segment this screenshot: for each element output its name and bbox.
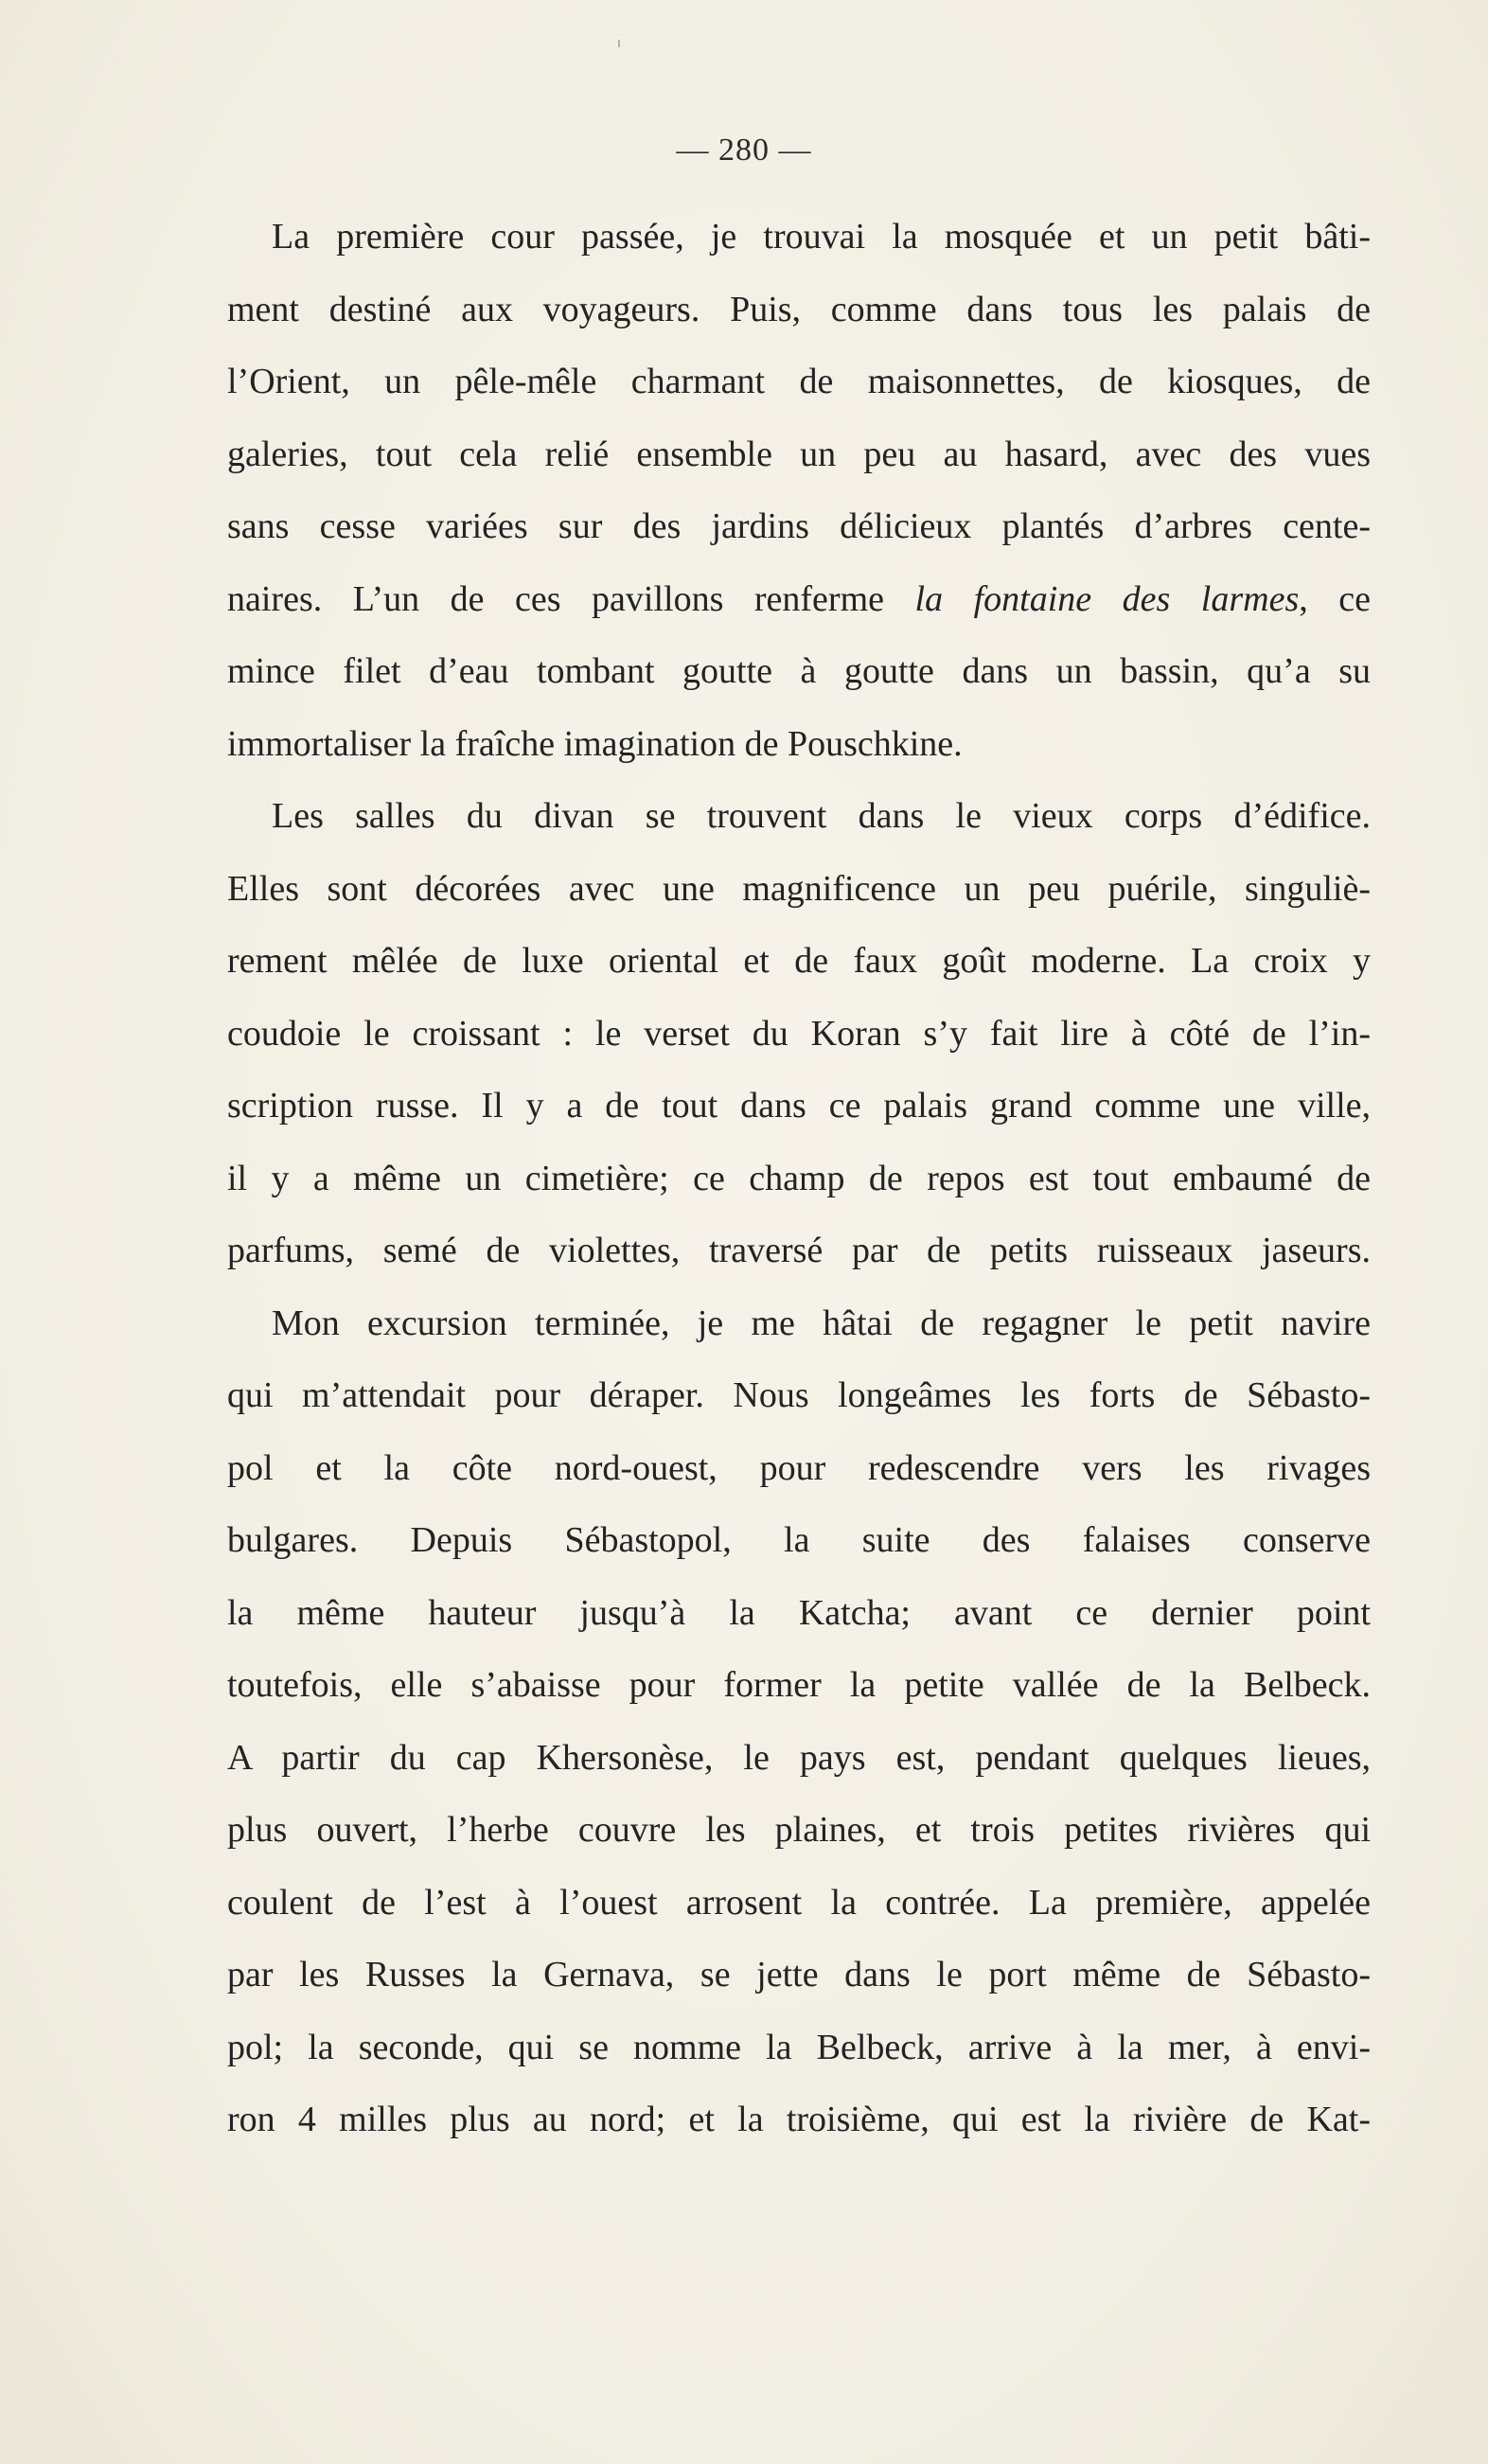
text-line: A partir du cap Khersonèse, le pays est, pendant quelques lieues, xyxy=(227,1737,1371,1778)
text-line: la même hauteur jusqu’à la Katcha; avant ce dernier point xyxy=(227,1592,1371,1633)
text-line: plus ouvert, l’herbe couvre les plaines, et trois petites rivières qui xyxy=(227,1810,1371,1850)
text-line: coulent de l’est à l’ouest arrosent la contrée. La première, appelée xyxy=(227,1882,1371,1923)
text-line: par les Russes la Gernava, se jette dans le port même de Sébasto- xyxy=(227,1955,1371,1994)
text-line: La première cour passée, je trouvai la mosquée et un petit bâti- xyxy=(272,217,1371,257)
text-line: mince filet d’eau tombant goutte à goutte dans un bassin, qu’a su xyxy=(227,651,1371,691)
body-text xyxy=(227,201,1371,2156)
paper-speck xyxy=(618,40,620,47)
text-line: bulgares. Depuis Sébastopol, la suite des falaises conserve xyxy=(227,1520,1371,1560)
text-line: Mon excursion terminée, je me hâtai de regagner le petit navire xyxy=(272,1303,1371,1343)
text-line: rement mêlée de luxe oriental et de faux goût moderne. La croix y xyxy=(227,941,1371,981)
text-line: Les salles du divan se trouvent dans le vieux corps d’édifice. xyxy=(272,796,1371,836)
text-line: ment destiné aux voyageurs. Puis, comme dans tous les palais de xyxy=(227,289,1371,329)
text-line: toutefois, elle s’abaisse pour former la petite vallée de la Belbeck. xyxy=(227,1665,1371,1705)
text-line: ron 4 milles plus au nord; et la troisième, qui est la rivière de Kat- xyxy=(227,2100,1371,2139)
text-line: pol; la seconde, qui se nomme la Belbeck, arrive à la mer, à envi- xyxy=(227,2027,1371,2067)
text-line: scription russe. Il y a de tout dans ce palais grand comme une ville, xyxy=(227,1086,1371,1126)
text-line: sans cesse variées sur des jardins délicieux plantés d’arbres cente- xyxy=(227,506,1371,546)
text-line: parfums, semé de violettes, traversé par de petits ruisseaux jaseurs. xyxy=(227,1231,1371,1270)
text-line-part: naires. L’un de ces pavillons renferme xyxy=(227,578,915,619)
text-line: il y a même un cimetière; ce champ de repos est tout embaumé de xyxy=(227,1158,1371,1198)
text-line xyxy=(227,563,1371,636)
italic-title: la fontaine des larmes xyxy=(914,578,1300,619)
text-line: qui m’attendait pour déraper. Nous longeâmes les forts de Sébasto- xyxy=(227,1375,1371,1415)
text-line: immortaliser la fraîche imagination de Pouschkine. xyxy=(227,723,963,764)
text-line: galeries, tout cela relié ensemble un peu au hasard, avec des vues xyxy=(227,434,1371,474)
text-line: pol et la côte nord-ouest, pour redescendre vers les rivages xyxy=(227,1447,1371,1488)
text-line: Elles sont décorées avec une magnificence un peu puérile, singuliè- xyxy=(227,868,1371,909)
page-number: — 280 — xyxy=(676,133,812,168)
text-line: l’Orient, un pêle-mêle charmant de maisonnettes, de kiosques, de xyxy=(227,362,1371,401)
text-line: coudoie le croissant : le verset du Koran s’y fait lire à côté de l’in- xyxy=(227,1013,1371,1054)
text-line-part: , ce xyxy=(1299,578,1371,619)
